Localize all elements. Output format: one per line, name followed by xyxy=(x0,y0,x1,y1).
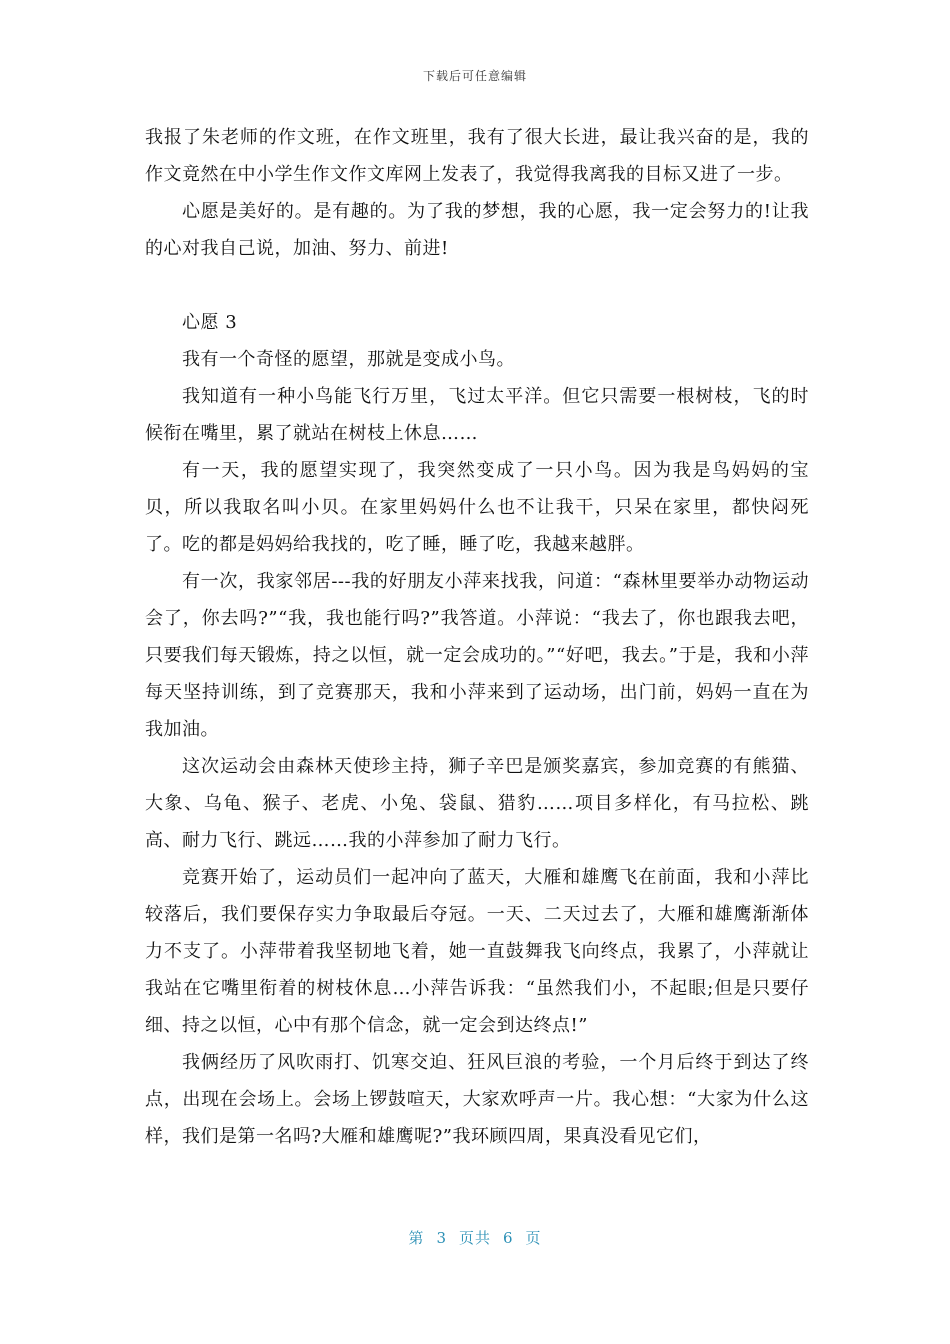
paragraph-9: 我俩经历了风吹雨打、饥寒交迫、狂风巨浪的考验，一个月后终于到达了终点，出现在会场上。会场上锣鼓喧天，大家欢呼声一片。我心想：“大家为什么这样，我们是第一名吗?大雁和雄鹰呢?”我环顾四周，果真没看见它们， xyxy=(145,1052,809,1147)
paragraph-1: 我报了朱老师的作文班，在作文班里，我有了很大长进，最让我兴奋的是，我的作文竟然在中小学生作文作文库网上发表了，我觉得我离我的目标又进了一步。 xyxy=(145,127,809,185)
page-header: 下载后可任意编辑 xyxy=(422,69,527,83)
footer-label-end: 页 xyxy=(525,1229,542,1247)
paragraph-7: 这次运动会由森林天使珍主持，狮子辛巴是颁奖嘉宾，参加竞赛的有熊猫、大象、乌龟、猴子、老虎、小兔、袋鼠、猎豹……项目多样化，有马拉松、跳高、耐力飞行、跳远……我的小萍参加了耐力飞行。 xyxy=(145,756,809,851)
paragraph-4: 我知道有一种小鸟能飞行万里，飞过太平洋。但它只需要一根树枝，飞的时候衔在嘴里，累了就站在树枝上休息…… xyxy=(145,386,809,444)
paragraph-2: 心愿是美好的。是有趣的。为了我的梦想，我的心愿，我一定会努力的!让我的心对我自己说，加油、努力、前进! xyxy=(145,201,809,259)
footer-current-page: 3 xyxy=(436,1229,447,1247)
section-title: 心愿 3 xyxy=(182,312,238,333)
footer-label-page: 第 xyxy=(408,1229,425,1247)
document-body xyxy=(145,119,809,1155)
paragraph-3: 我有一个奇怪的愿望，那就是变成小鸟。 xyxy=(182,349,515,370)
footer-total-pages: 6 xyxy=(503,1229,514,1247)
paragraph-6: 有一次，我家邻居---我的好朋友小萍来找我，问道：“森林里要举办动物运动会了，你去吗?”“我，我也能行吗?”我答道。小萍说：“我去了，你也跟我去吧，只要我们每天锻炼，持之以恒，就一定会成功的。”“好吧，我去。”于是，我和小萍每天坚持训练，到了竞赛那天，我和小萍来到了运动场，出门前，妈妈一直在为我加油。 xyxy=(145,571,809,740)
paragraph-5: 有一天，我的愿望实现了，我突然变成了一只小鸟。因为我是鸟妈妈的宝贝，所以我取名叫小贝。在家里妈妈什么也不让我干，只呆在家里，都快闷死了。吃的都是妈妈给我找的，吃了睡，睡了吃，我越来越胖。 xyxy=(145,460,809,555)
paragraph-8: 竞赛开始了，运动员们一起冲向了蓝天，大雁和雄鹰飞在前面，我和小萍比较落后，我们要保存实力争取最后夺冠。一天、二天过去了，大雁和雄鹰渐渐体力不支了。小萍带着我坚韧地飞着，她一直鼓舞我飞向终点，我累了，小萍就让我站在它嘴里衔着的树枝休息…小萍告诉我：“虽然我们小，不起眼;但是只要仔细、持之以恒，心中有那个信念，就一定会到达终点!” xyxy=(145,867,809,1036)
page-footer xyxy=(0,1227,950,1248)
footer-label-of: 页共 xyxy=(458,1229,491,1247)
